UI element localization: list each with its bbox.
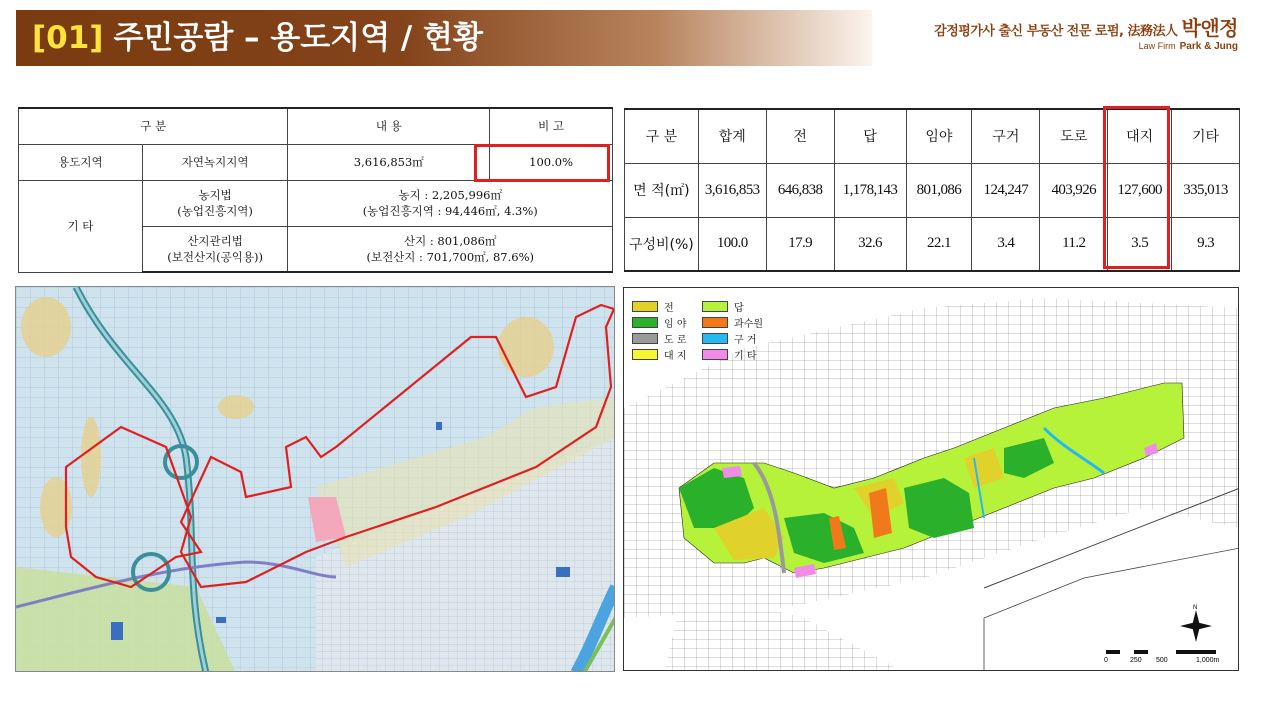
legend-label: 임 야 (664, 318, 687, 330)
legend-item (702, 315, 772, 330)
scale-label-250: 250 (1130, 657, 1142, 664)
landuse-col-3: 답 (834, 109, 906, 163)
north-arrow-icon (1180, 605, 1212, 642)
legend-item (632, 331, 702, 346)
landuse-ratio-cell: 17.9 (766, 217, 834, 271)
landuse-area-label: 면 적(㎡) (625, 163, 699, 217)
zoning-row2-sub-line1: 농지법 (198, 188, 232, 202)
landuse-col-6: 도로 (1040, 109, 1108, 163)
zoning-row2-sub-line2: (농업진흥지역) (177, 204, 253, 218)
landuse-highlight-column (1103, 106, 1170, 269)
brand-logo (934, 12, 1238, 52)
legend-item (632, 299, 702, 314)
landuse-area-cell: 3,616,853 (698, 163, 766, 217)
slide-title (16, 10, 483, 66)
legend-label: 답 (734, 302, 744, 314)
legend-swatch (702, 333, 728, 344)
landuse-ratio-cell: 9.3 (1172, 217, 1240, 271)
legend-label: 기 타 (734, 350, 757, 362)
zoning-row1-content: 3,616,853㎡ (288, 144, 490, 180)
landuse-col-4: 임야 (906, 109, 972, 163)
zoning-header-category: 구 분 (19, 108, 288, 144)
legend-label: 전 (664, 302, 674, 314)
landuse-area-cell: 801,086 (906, 163, 972, 217)
brand-name: 박앤정 (1181, 16, 1238, 40)
legend-row (632, 330, 772, 346)
landuse-area-cell: 1,178,143 (834, 163, 906, 217)
scale-label-0: 0 (1104, 657, 1108, 664)
zoning-row1-note: 100.0% (490, 144, 613, 180)
legend-swatch (632, 333, 658, 344)
legend-label: 구 거 (734, 334, 757, 346)
landuse-ratio-cell: 3.4 (972, 217, 1040, 271)
legend-label: 대 지 (664, 350, 687, 362)
legend-item (702, 347, 772, 362)
slide-title-text: 주민공람 – 용도지역 / 현황 (113, 20, 483, 56)
legend-row (632, 314, 772, 330)
landuse-legend (632, 298, 772, 362)
brand-sub-prefix: Law Firm (1138, 41, 1176, 51)
legend-label: 도 로 (664, 334, 687, 346)
landuse-area-cell: 646,838 (766, 163, 834, 217)
landuse-map (623, 287, 1239, 671)
landuse-col-1: 합계 (698, 109, 766, 163)
legend-swatch (632, 301, 658, 312)
landuse-col-7: 대지 (1108, 109, 1172, 163)
scale-label-500: 500 (1156, 657, 1168, 664)
zoning-row2-content-line2: (농업진흥지역 : 94,446㎡, 4.3%) (362, 204, 538, 218)
legend-item (702, 299, 772, 314)
legend-swatch (702, 349, 728, 360)
brand-tagline: 감정평가사 출신 부동산 전문 로펌, 法務法人 (934, 24, 1178, 39)
scale-label-1000: 1,000m (1196, 657, 1220, 664)
landuse-ratio-cell: 100.0 (698, 217, 766, 271)
legend-item (632, 315, 702, 330)
landuse-col-8: 기타 (1172, 109, 1240, 163)
zoning-row3-content-line2: (보전산지 : 701,700㎡, 87.6%) (366, 249, 534, 264)
zoning-row3-content-line1: 산지 : 801,086㎡ (404, 233, 497, 248)
zoning-row1-sub: 자연녹지지역 (142, 144, 288, 180)
landuse-ratio-cell: 11.2 (1040, 217, 1108, 271)
landuse-area-cell: 335,013 (1172, 163, 1240, 217)
zoning-row2-content (288, 180, 613, 226)
legend-label: 과수원 (734, 318, 763, 330)
legend-item (702, 331, 772, 346)
north-label: N (1193, 605, 1198, 611)
legend-row (632, 346, 772, 362)
zoning-row3-sub-line2: (보전산지(공익용)) (167, 249, 263, 264)
brand-sub-name: Park & Jung (1179, 41, 1238, 52)
zoning-header-note: 비 고 (490, 108, 613, 144)
landuse-ratio-cell: 3.5 (1108, 217, 1172, 271)
zoning-row3-sub (142, 226, 288, 272)
landuse-col-0: 구 분 (625, 109, 699, 163)
zoning-other-label: 기 타 (19, 180, 143, 272)
zoning-row3-content (288, 226, 613, 272)
zoning-table (18, 107, 613, 273)
legend-swatch (632, 317, 658, 328)
legend-item (632, 347, 702, 362)
landuse-area-cell: 127,600 (1108, 163, 1172, 217)
zoning-row1-category: 용도지역 (19, 144, 143, 180)
zoning-map (15, 286, 615, 672)
slide-number: [01] (32, 20, 104, 56)
zoning-highlight-box (474, 144, 610, 182)
legend-row (632, 298, 772, 314)
zoning-row2-content-line1: 농지 : 2,205,996㎡ (398, 188, 502, 202)
legend-swatch (702, 301, 728, 312)
landuse-area-cell: 124,247 (972, 163, 1040, 217)
zoning-header-content: 내 용 (288, 108, 490, 144)
zoning-row2-sub (142, 180, 288, 226)
landuse-ratio-cell: 32.6 (834, 217, 906, 271)
landuse-col-5: 구거 (972, 109, 1040, 163)
landuse-ratio-cell: 22.1 (906, 217, 972, 271)
landuse-ratio-label: 구성비(%) (625, 217, 699, 271)
scale-graphic (1100, 604, 1230, 664)
zoning-map-image (16, 287, 615, 672)
zoning-row3-sub-line1: 산지관리법 (187, 233, 243, 248)
legend-swatch (632, 349, 658, 360)
legend-swatch (702, 317, 728, 328)
landuse-col-2: 전 (766, 109, 834, 163)
map-scale (1100, 604, 1230, 664)
landuse-area-cell: 403,926 (1040, 163, 1108, 217)
